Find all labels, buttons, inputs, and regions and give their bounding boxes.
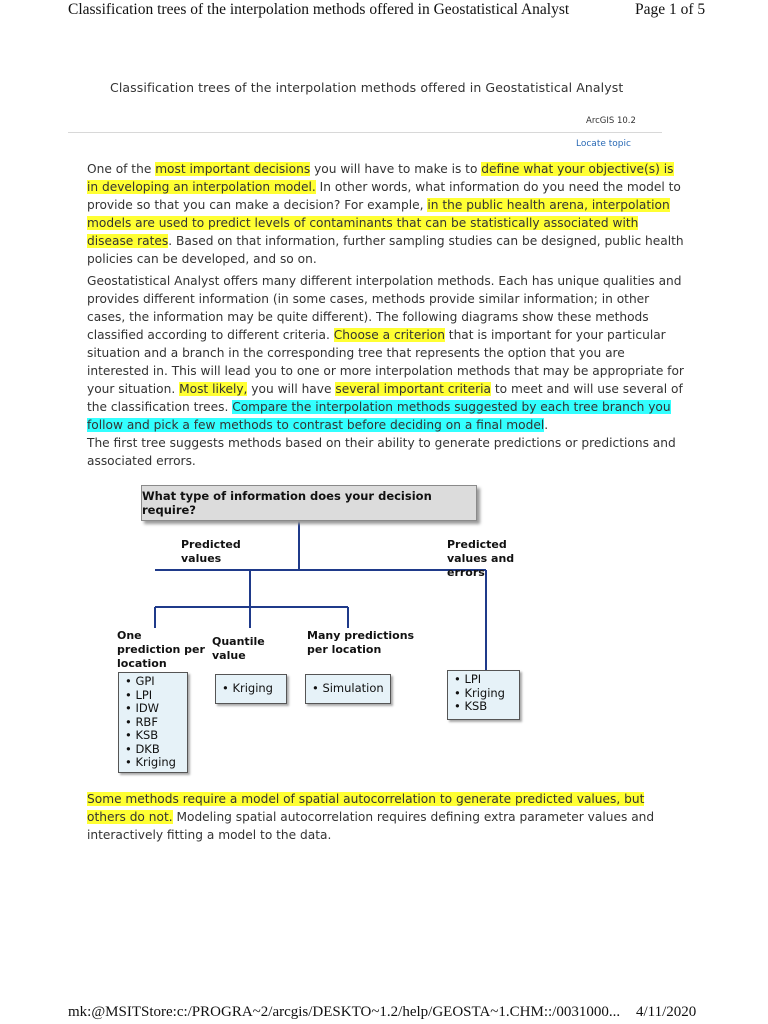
sub-label-quantile: Quantile value — [212, 635, 265, 662]
text-segment: Modeling spatial autocorrelation requires defining extra parameter values and interactively fitting a model to the data. — [87, 810, 655, 842]
methods-box-simulation — [305, 674, 391, 704]
paragraph-autocorrelation — [87, 790, 687, 844]
highlight-segment: in the public health arena, interpolation models are used to predict levels of contaminants that can be statistically associated with disease rates — [87, 198, 670, 248]
method-item: • DKB — [125, 741, 160, 756]
text-segment: you will have — [247, 382, 336, 396]
locate-topic-link[interactable]: Locate topic — [576, 139, 631, 149]
method-item: • IDW — [125, 701, 160, 715]
method-item: • Simulation — [312, 681, 384, 695]
document-title: Classification trees of the interpolation methods offered in Geostatistical Analyst — [110, 80, 624, 95]
paragraph-methods — [87, 272, 687, 434]
method-item: • Kriging — [454, 685, 505, 700]
method-item: • GPI — [125, 674, 155, 688]
method-item: • Kriging — [222, 681, 273, 695]
text-segment: you will have to make is to — [310, 162, 482, 176]
highlight-segment-cyan: Compare the interpolation methods suggested by each tree branch you follow and pick a few methods to contrast before deciding on a final model — [87, 400, 671, 432]
sub-label-many-predictions: Many predictions per location — [307, 629, 415, 656]
text-segment: . — [544, 418, 549, 432]
highlight-segment: several important criteria — [335, 382, 491, 396]
highlight-segment: Most likely, — [179, 382, 248, 396]
branch-label-predicted-values: Predicted values — [181, 538, 241, 565]
highlight-segment: define what your objective(s) is in developing an interpolation model. — [87, 162, 674, 194]
title-divider — [68, 132, 662, 133]
text-segment: to meet and will use several of the classification trees. — [87, 382, 683, 414]
decision-question-box: What type of information does your decision require? — [141, 485, 477, 521]
print-header — [0, 0, 768, 22]
paragraph-objectives — [87, 160, 687, 268]
method-item: • KSB — [125, 728, 159, 742]
version-label: ArcGIS 10.2 — [586, 116, 636, 126]
sub-label-one-prediction: One prediction per location — [117, 629, 205, 670]
method-item: • LPI — [454, 672, 482, 686]
highlight-segment: most important decisions — [155, 162, 311, 176]
page-number: Page 1 of 5 — [635, 1, 706, 18]
paragraph-first-tree: The first tree suggests methods based on their ability to generate predictions or predictions and associated errors. — [87, 436, 676, 468]
branch-label-values-and-errors: Predicted values and errors — [447, 538, 515, 579]
method-item: • Kriging — [125, 755, 176, 769]
method-item: • RBF — [125, 714, 158, 729]
highlight-segment: Some methods require a model of spatial autocorrelation to generate predicted values, but others do not. — [87, 792, 645, 824]
methods-box-one-prediction — [118, 672, 188, 773]
print-header-title: Classification trees of the interpolation methods offered in Geostatistical Analyst — [68, 1, 570, 18]
method-item: • LPI — [125, 687, 153, 702]
text-segment: Geostatistical Analyst offers many different interpolation methods. Each has unique qualities and provides different information (in some cases, methods provide similar information; in other cases, the information may be quite different). The following diagrams show these methods classified according to different criteria. — [87, 274, 682, 342]
method-item: • KSB — [454, 699, 488, 713]
text-segment: that is important for your particular situation and a branch in the corresponding tree that represents the option that you are interested in. This will lead you to one or more interpolation methods that may be appropriate for your situation. — [87, 328, 684, 396]
text-segment: One of the — [87, 162, 156, 176]
text-segment: . Based on that information, further sampling studies can be designed, public health policies can be developed, and so on. — [87, 234, 684, 266]
source-url: mk:@MSITStore:c:/PROGRA~2/arcgis/DESKTO~1.2/help/GEOSTA~1.CHM::/0031000... — [68, 1004, 621, 1020]
methods-box-values-and-errors — [447, 670, 520, 720]
print-date: 4/11/2020 — [636, 1004, 697, 1020]
methods-box-quantile — [215, 674, 287, 704]
text-segment: In other words, what information do you need the model to provide so that you can make a decision? For example, — [87, 180, 681, 212]
highlight-segment: Choose a criterion — [333, 328, 445, 342]
